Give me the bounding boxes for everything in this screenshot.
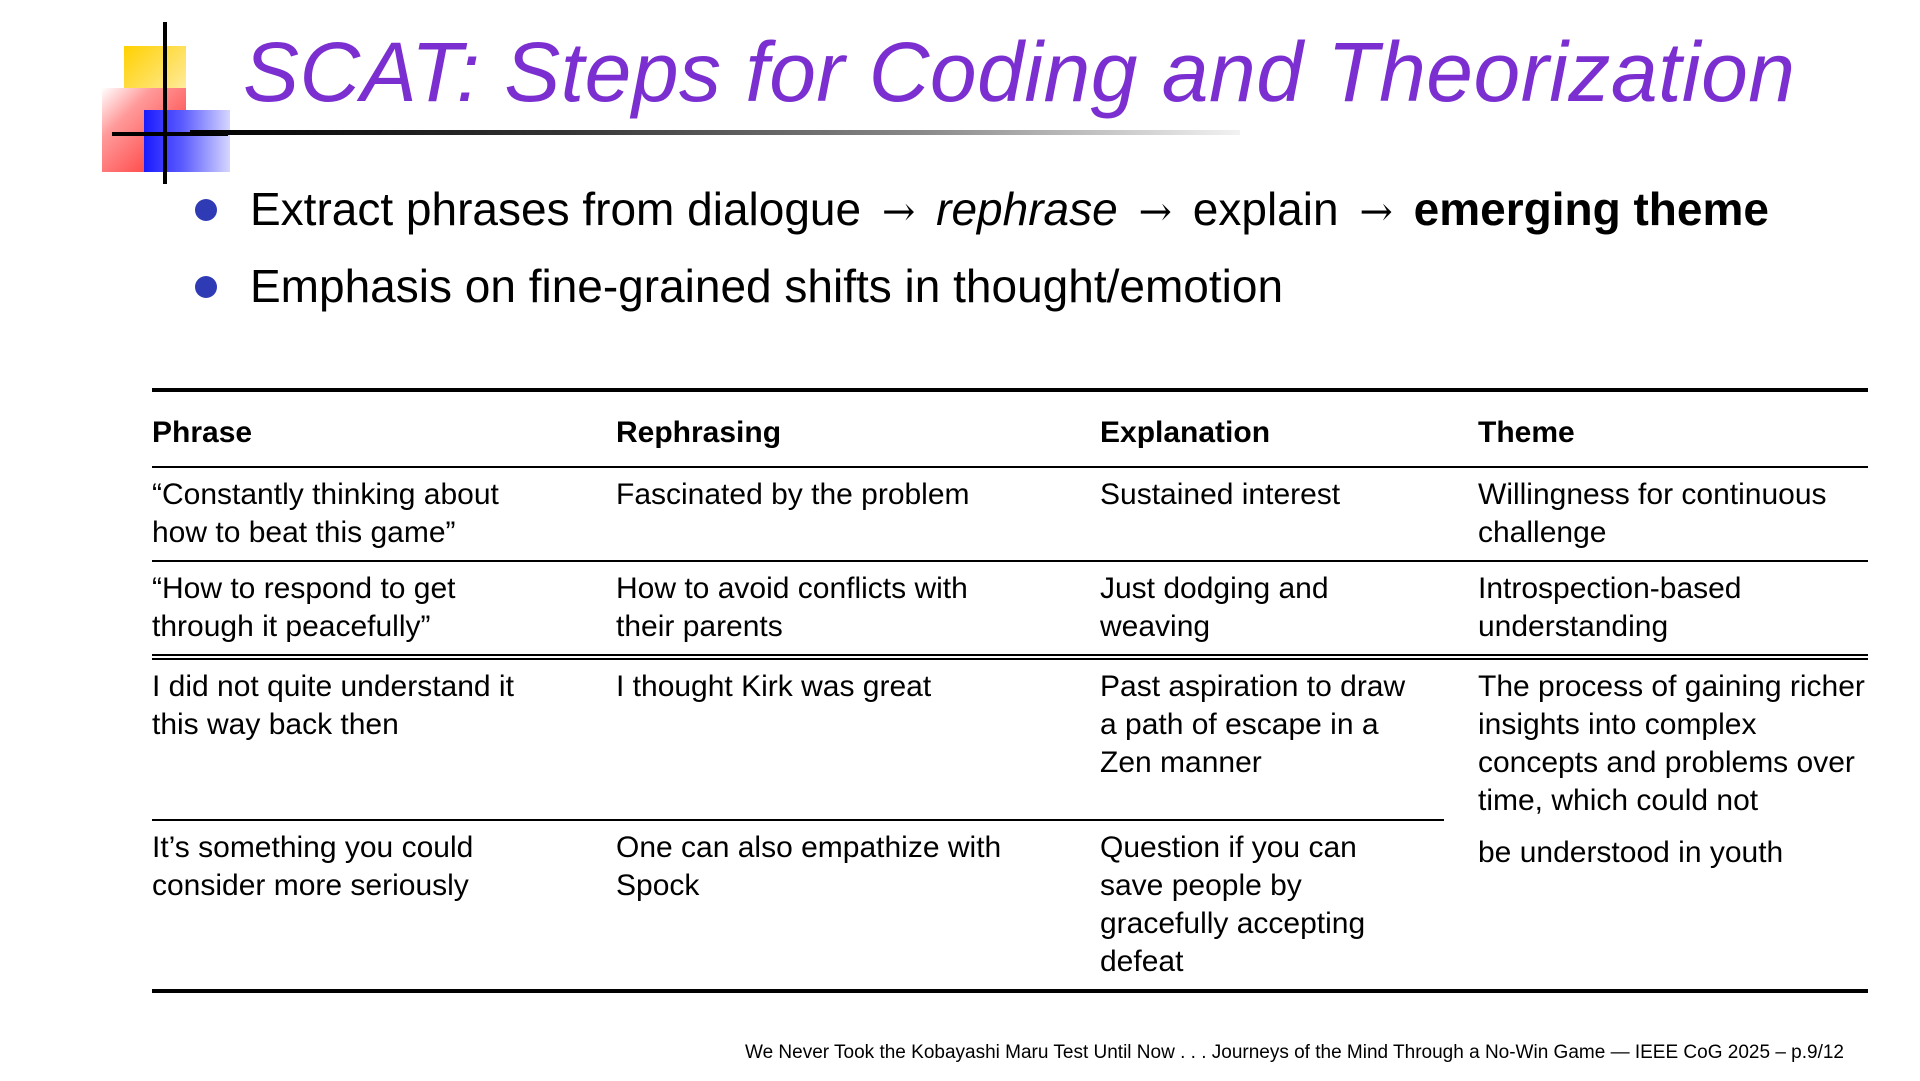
bullet-list: [195, 172, 1769, 323]
cell-phrase: “Constantly thinking about how to beat this game”: [152, 467, 576, 561]
table-row: [152, 467, 1868, 561]
cell-rephrasing: How to avoid conflicts with their parents: [576, 561, 1066, 657]
table-header-row: [152, 390, 1868, 467]
cell-phrase: I did not quite understand it this way back then: [152, 657, 576, 820]
bullet-item: Extract phrases from dialogue → rephrase → explain → emerging theme: [195, 172, 1769, 249]
cell-explanation: Past aspiration to draw a path of escape in a Zen manner: [1066, 657, 1444, 820]
cell-explanation: Sustained interest: [1066, 467, 1444, 561]
cell-phrase: “How to respond to get through it peacefully”: [152, 561, 576, 657]
cell-rephrasing: One can also empathize with Spock: [576, 820, 1066, 991]
header-phrase: Phrase: [152, 390, 576, 467]
arrow-icon: →: [1359, 189, 1393, 235]
slide-footer: We Never Took the Kobayashi Maru Test Until Now . . . Journeys of the Mind Through a No-Win Game — IEEE CoG 2025 – p.9/12: [744, 1042, 1844, 1063]
bullet-item: Emphasis on fine-grained shifts in thought/emotion: [195, 249, 1769, 323]
cell-theme: Willingness for continuous challenge: [1444, 467, 1868, 561]
cell-phrase: It’s something you could consider more seriously: [152, 820, 576, 991]
header-theme: Theme: [1444, 390, 1868, 467]
beamer-logo: [100, 22, 236, 190]
cell-explanation: Question if you can save people by gracefully accepting defeat: [1066, 820, 1444, 991]
bullet-dot-icon: [195, 276, 217, 298]
table-row: [152, 561, 1868, 657]
cell-explanation: Just dodging and weaving: [1066, 561, 1444, 657]
table-row: [152, 820, 1868, 991]
cell-theme: The process of gaining richer insights into complex concepts and problems over time, which could not: [1478, 670, 1865, 817]
cell-rephrasing: Fascinated by the problem: [576, 467, 1066, 561]
scat-table: [152, 388, 1868, 993]
cell-theme: be understood in youth: [1444, 820, 1868, 991]
cell-rephrasing: I thought Kirk was great: [576, 657, 1066, 820]
arrow-icon: →: [1138, 189, 1173, 235]
logo-blue-square: [144, 110, 230, 172]
cell-theme: Introspection-based understanding: [1444, 561, 1868, 657]
title-rule: [190, 130, 1240, 135]
header-rephrasing: Rephrasing: [576, 390, 1066, 467]
table-row: [152, 657, 1868, 820]
logo-vertical-line: [163, 22, 167, 184]
bullet-dot-icon: [195, 199, 217, 221]
arrow-icon: →: [881, 189, 916, 235]
slide-title: SCAT: Steps for Coding and Theorization: [243, 25, 1796, 119]
header-explanation: Explanation: [1066, 390, 1444, 467]
